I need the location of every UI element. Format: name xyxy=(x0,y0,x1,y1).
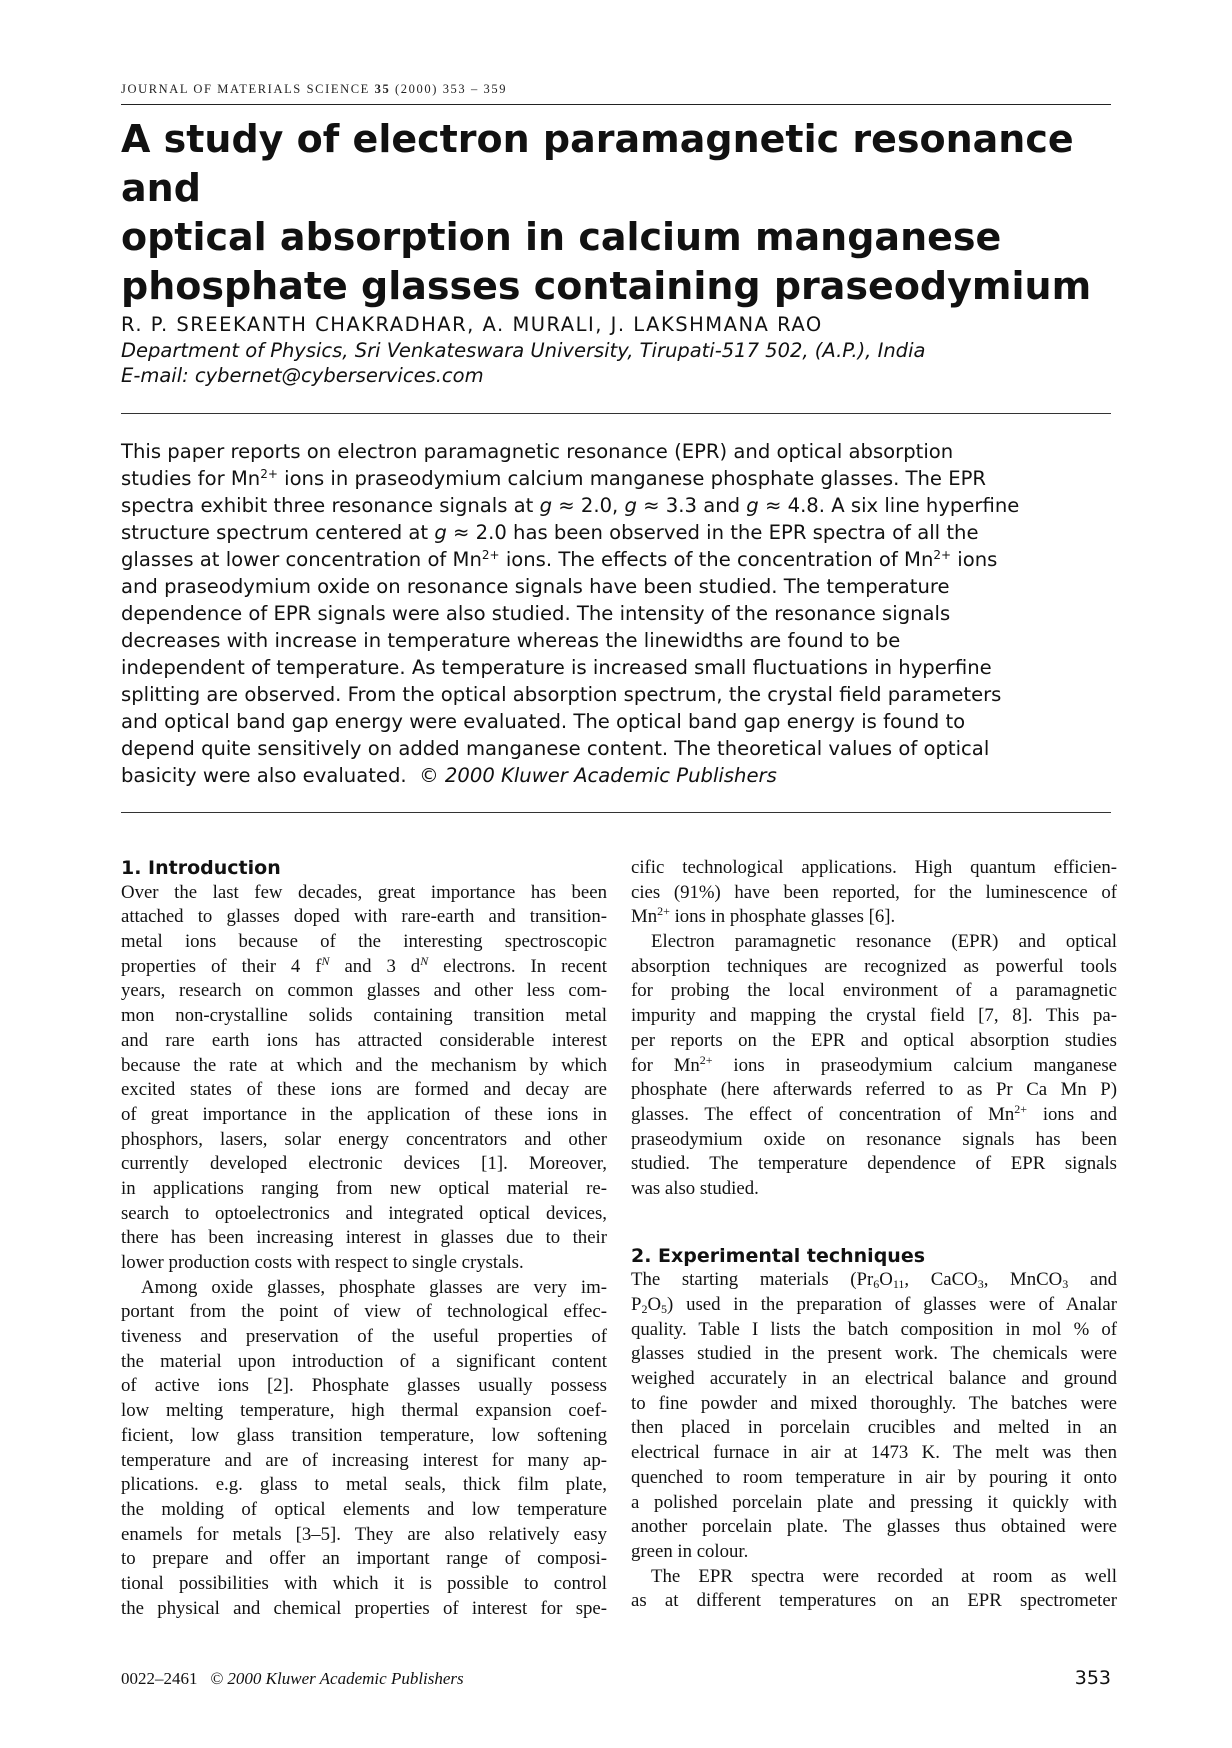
footer-issn: 0022–2461 xyxy=(121,1669,198,1688)
text-line: currently developed electronic devices [1]. Moreover, xyxy=(121,1153,607,1175)
journal-header xyxy=(121,82,1111,97)
abstract-line: spectra exhibit three resonance signals at g ≈ 2.0, g ≈ 3.3 and g ≈ 4.8. A six line hyperfine xyxy=(121,494,1020,517)
text-line: cific technological applications. High quantum efficien- xyxy=(631,857,1117,878)
text-line: to fine powder and mixed thoroughly. The batches were xyxy=(631,1392,1117,1414)
abstract-line: glasses at lower concentration of $Mn^{2+}$ ions. The effects of the concentration of $Mn^{2+}$ ions xyxy=(121,548,998,571)
text-line: plications. e.g. glass to metal seals, thick film plate, xyxy=(121,1474,607,1496)
text-line: green in colour. xyxy=(631,1540,749,1562)
text-line: electrical furnace in air at 1473 K. The melt was then xyxy=(631,1442,1117,1464)
text-line: glasses. The effect of concentration of $Mn^{2+}$ ions and xyxy=(631,1101,1117,1125)
text-line: Among oxide glasses, phosphate glasses are very im- xyxy=(141,1276,607,1298)
header-rule xyxy=(121,104,1111,105)
abstract-copyright: © 2000 Kluwer Academic Publishers xyxy=(419,764,777,787)
text-line: per reports on the EPR and optical absorption studies xyxy=(631,1029,1117,1051)
abstract-line: depend quite sensitively on added manganese content. The theoretical values of optical xyxy=(121,737,990,760)
abstract-line: This paper reports on electron paramagnetic resonance (EPR) and optical absorption xyxy=(121,440,954,463)
abstract-line: and optical band gap energy were evaluated. The optical band gap energy is found to xyxy=(121,710,966,733)
text-line: of great importance in the application of these ions in xyxy=(121,1103,607,1125)
abstract-bottom-rule xyxy=(121,812,1111,813)
text-line: as at different temperatures on an EPR spectrometer xyxy=(631,1590,1117,1612)
text-line: portant from the point of view of technological effec- xyxy=(121,1301,607,1323)
text-line: enamels for metals [3–5]. They are also relatively easy xyxy=(121,1523,607,1545)
text-line: phosphors, lasers, solar energy concentrators and other xyxy=(121,1128,607,1150)
text-line: another porcelain plate. The glasses thus obtained were xyxy=(631,1516,1117,1538)
abstract-line: and praseodymium oxide on resonance signals have been studied. The temperature xyxy=(121,575,950,598)
text-line: for $Mn^{2+}$ ions in praseodymium calcium manganese xyxy=(631,1052,1117,1076)
text-line: tional possibilities with which it is possible to control xyxy=(121,1572,607,1594)
text-line: glasses studied in the present work. The chemicals were xyxy=(631,1343,1117,1365)
text-line: tiveness and preservation of the useful properties of xyxy=(121,1326,607,1348)
journal-name: JOURNAL OF MATERIALS SCIENCE xyxy=(121,82,370,96)
text-line: attached to glasses doped with rare-earth and transition- xyxy=(121,906,607,928)
text-line: then placed in porcelain crucibles and melted in an xyxy=(631,1417,1117,1439)
footer-issn-copyright xyxy=(121,1669,464,1689)
text-line: properties of their 4 $f^N$ and 3 $d^N$ electrons. In recent xyxy=(121,953,607,977)
text-line: the material upon introduction of a significant content xyxy=(121,1350,607,1372)
text-line: The EPR spectra were recorded at room as well xyxy=(651,1565,1117,1587)
text-line: $Mn^{2+}$ ions in phosphate glasses [6]. xyxy=(631,904,896,928)
title-line: A study of electron paramagnetic resonance and xyxy=(121,117,1074,210)
text-line: $P_2O_5$) used in the preparation of glasses were of Analar xyxy=(631,1294,1117,1316)
text-line: of active ions [2]. Phosphate glasses usually possess xyxy=(121,1375,607,1397)
text-line: the physical and chemical properties of interest for spe- xyxy=(121,1597,607,1619)
title-line: phosphate glasses containing praseodymium xyxy=(121,264,1092,308)
journal-year-pages: (2000) 353 – 359 xyxy=(395,82,508,96)
right-column xyxy=(631,856,1117,1614)
abstract xyxy=(121,438,1106,789)
abstract-line: basicity were also evaluated. © 2000 Kluwer Academic Publishers xyxy=(121,764,777,787)
title-line: optical absorption in calcium manganese xyxy=(121,215,1002,259)
affiliation: Department of Physics, Sri Venkateswara University, Tirupati-517 502, (A.P.), India xyxy=(121,339,926,362)
text-line: studied. The temperature dependence of EPR signals xyxy=(631,1153,1117,1175)
text-line: temperature and are of increasing interest for many ap- xyxy=(121,1449,607,1471)
text-line: praseodymium oxide on resonance signals has been xyxy=(631,1128,1117,1150)
text-line: low melting temperature, high thermal expansion coef- xyxy=(121,1400,607,1422)
text-line: there has been increasing interest in glasses due to their xyxy=(121,1227,607,1249)
abstract-line: independent of temperature. As temperature is increased small fluctuations in hyperfine xyxy=(121,656,992,679)
left-column xyxy=(121,856,607,1621)
abstract-top-rule xyxy=(121,413,1111,414)
abstract-line: structure spectrum centered at g ≈ 2.0 has been observed in the EPR spectra of all the xyxy=(121,521,979,544)
text-line: metal ions because of the interesting spectroscopic xyxy=(121,931,607,953)
text-line: quality. Table I lists the batch composition in mol % of xyxy=(631,1318,1117,1340)
author-list: R. P. SREEKANTH CHAKRADHAR, A. MURALI, J. LAKSHMANA RAO xyxy=(121,313,823,336)
section-gap xyxy=(631,1202,1117,1244)
abstract-line: decreases with increase in temperature whereas the linewidths are found to be xyxy=(121,629,901,652)
text-line: search to optoelectronics and integrated optical devices, xyxy=(121,1202,607,1224)
text-line: The starting materials ($Pr_6O_{11}$, CaCO$_3$, MnCO$_3$ and xyxy=(631,1269,1117,1292)
abstract-line: splitting are observed. From the optical absorption spectrum, the crystal field parameters xyxy=(121,683,1002,706)
text-line: cies (91%) have been reported, for the luminescence of xyxy=(631,881,1117,903)
text-line: Over the last few decades, great importance has been xyxy=(121,881,607,903)
text-line: mon non-crystalline solids containing transition metal xyxy=(121,1005,607,1027)
text-line: because the rate at which and the mechanism by which xyxy=(121,1054,607,1076)
text-line: ficient, low glass transition temperature, low softening xyxy=(121,1424,607,1446)
paper-title xyxy=(121,115,1111,311)
text-line: weighed accurately in an electrical balance and ground xyxy=(631,1368,1117,1390)
text-line: in applications ranging from new optical material re- xyxy=(121,1177,607,1199)
text-line: years, research on common glasses and other less com- xyxy=(121,980,607,1002)
text-line: excited states of these ions are formed and decay are xyxy=(121,1079,607,1101)
text-line: a polished porcelain plate and pressing it quickly with xyxy=(631,1491,1117,1513)
page-number: 353 xyxy=(1074,1667,1111,1689)
section-heading-experimental: 2. Experimental techniques xyxy=(631,1244,926,1267)
abstract-line: studies for $Mn^{2+}$ ions in praseodymium calcium manganese phosphate glasses. The EPR xyxy=(121,467,987,490)
text-line: was also studied. xyxy=(631,1177,759,1199)
text-line: the molding of optical elements and low temperature xyxy=(121,1498,607,1520)
text-line: to prepare and offer an important range of composi- xyxy=(121,1548,607,1570)
text-line: impurity and mapping the crystal field [7, 8]. This pa- xyxy=(631,1005,1117,1027)
text-line: and rare earth ions has attracted considerable interest xyxy=(121,1029,607,1051)
email: E-mail: cybernet@cyberservices.com xyxy=(121,364,484,387)
text-line: absorption techniques are recognized as powerful tools xyxy=(631,955,1117,977)
abstract-line: dependence of EPR signals were also studied. The intensity of the resonance signals xyxy=(121,602,951,625)
footer-copyright: © 2000 Kluwer Academic Publishers xyxy=(210,1669,464,1688)
text-line: Electron paramagnetic resonance (EPR) and optical xyxy=(651,931,1117,953)
journal-volume: 35 xyxy=(374,82,391,96)
section-heading-introduction: 1. Introduction xyxy=(121,857,281,879)
text-line: quenched to room temperature in air by pouring it onto xyxy=(631,1466,1117,1488)
text-line: lower production costs with respect to single crystals. xyxy=(121,1252,524,1273)
text-line: phosphate (here afterwards referred to as Pr Ca Mn P) xyxy=(631,1079,1117,1101)
text-line: for probing the local environment of a paramagnetic xyxy=(631,980,1117,1002)
